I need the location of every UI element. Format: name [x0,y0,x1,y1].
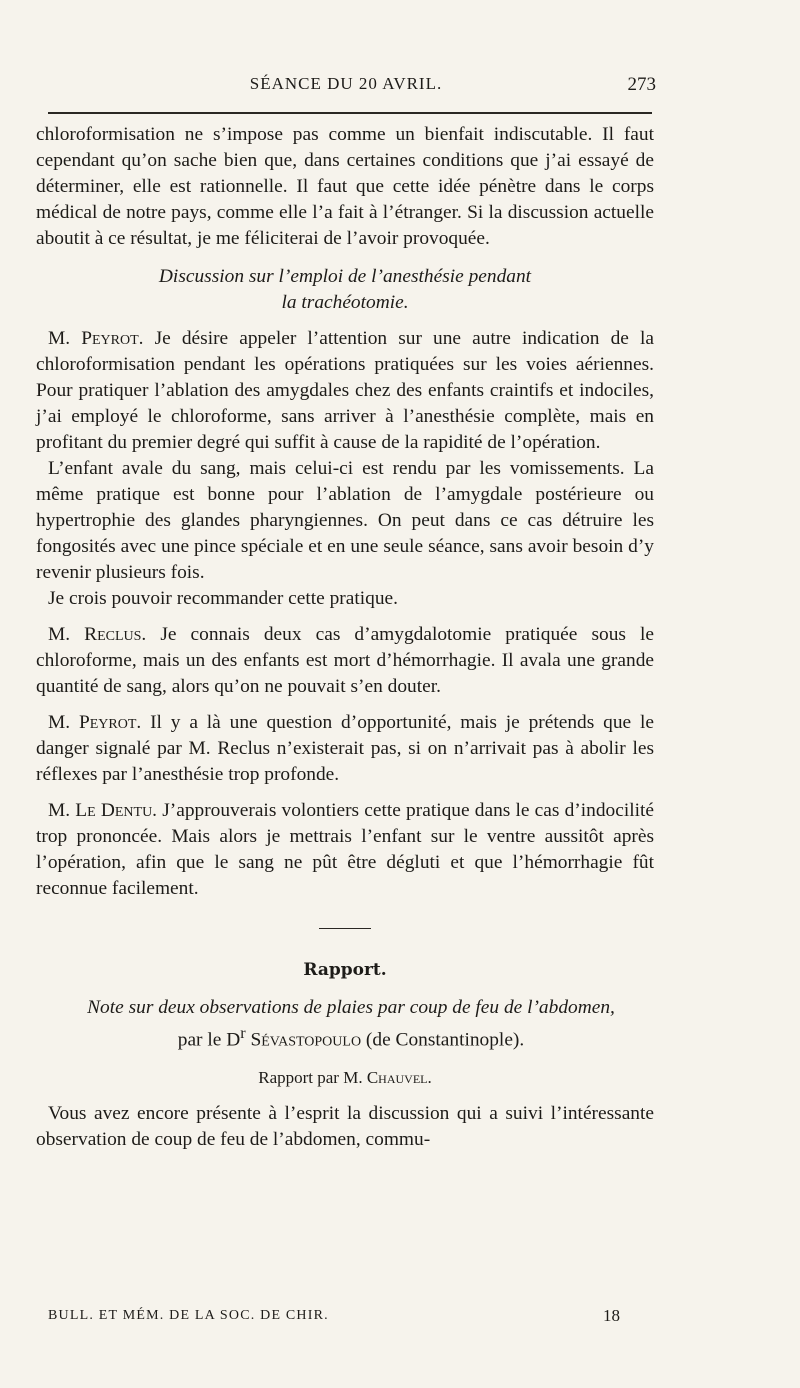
discussion-heading-line2: la trachéotomie. [281,292,409,313]
peyrot-paragraph-2: L’enfant avale du sang, mais celui-ci est rendu par les vomissements. La même pratique est bonne pour l’ablation de l’amygdale postérieure ou hypertrophie des glandes pharyngiennes. On peut dans ce cas détruire les fongosités avec une pince spéciale et en une seule séance, sans avoir besoin d’y revenir plusieurs fois. [36,458,654,583]
paragraph-text: J’approuverais volontiers cette pratique dans le cas d’indocilité trop prononcée. Mais alors je mettrais l’enfant sur le ventre aussitôt après l’opération, afin que le sang ne pût être dégluti et que l’hémorrhagie fût reconnue facilement. [36,800,654,899]
note-author [36,1021,654,1053]
speaker-name: M. Peyrot. [48,712,142,733]
reclus-paragraph [36,622,654,700]
speaker-name: M. Reclus. [48,624,147,645]
peyrot-paragraph-4 [36,710,654,788]
intro-paragraph: chloroformisation ne s’impose pas comme un bienfait indiscutable. Il faut cependant qu’on sache bien que, dans certaines conditions que j’ai essayé de déterminer, elle est rationnelle. Il faut que cette idée pénètre dans le corps médical de notre pays, comme elle l’a fait à l’étranger. Si la discussion actuelle aboutit à ce résultat, je me féliciterai de l’avoir provoquée. [36,124,654,249]
discussion-heading-line1: Discussion sur l’emploi de l’anesthésie pendant [158,266,532,287]
note-author-name: Sévastopoulo [245,1029,362,1051]
body-text [36,122,654,1153]
rapport-by-name: Chauvel. [366,1068,432,1088]
note-author-sup: r [240,1025,246,1042]
rapport-title: Rapport. [303,960,387,980]
peyrot-paragraph-1 [36,326,654,456]
note-author-prefix: par le D [177,1029,241,1051]
page-number: 273 [627,74,656,95]
speaker-name: M. Peyrot. [48,328,144,349]
final-paragraph: Vous avez encore présente à l’esprit la discussion qui a suivi l’intéressante observation de coup de feu de l’abdomen, commu- [36,1103,654,1151]
note-title: Note sur deux observations de plaies par coup de feu de l’abdomen, [87,997,615,1018]
peyrot-paragraph-3: Je crois pouvoir recommander cette pratique. [48,588,398,609]
page-header [36,74,656,100]
discussion-heading [36,264,654,316]
paragraph-text: Je connais deux cas d’amygdalotomie pratiquée sous le chloroforme, mais un des enfants est mort d’hémorrhagie. Il avala une grande quantité de sang, alors qu’on ne pouvait s’en douter. [36,624,654,697]
footer-journal: BULL. ET MÉM. DE LA SOC. DE CHIR. [48,1308,329,1323]
header-rule [48,112,652,114]
speaker-name: M. Le Dentu. [48,800,158,821]
rapport-by [36,1065,654,1091]
ledentu-paragraph [36,798,654,902]
running-head: SÉANCE DU 20 AVRIL. [249,74,443,93]
rapport-by-prefix: Rapport par M. [258,1068,367,1088]
page-footer [48,1308,620,1332]
footer-signature: 18 [603,1306,620,1325]
section-divider [319,928,371,929]
paragraph-text: Il y a là une question d’opportunité, mais je prétends que le danger signalé par M. Reclus n’existerait pas, si on n’arrivait pas à abolir les réflexes par l’anesthésie trop profonde. [36,712,654,785]
note-author-suffix: (de Constantinople). [361,1029,525,1051]
paragraph-text: Je désire appeler l’attention sur une autre indication de la chloroformisation pendant les opérations pratiquées sur les voies aériennes. Pour pratiquer l’ablation des amygdales chez des enfants craintifs et indociles, j’ai employé le chloroforme, sans arriver à l’anesthésie complète, mais en profitant du premier degré qui suffit à cause de la rapidité de l’opération. [36,328,655,453]
